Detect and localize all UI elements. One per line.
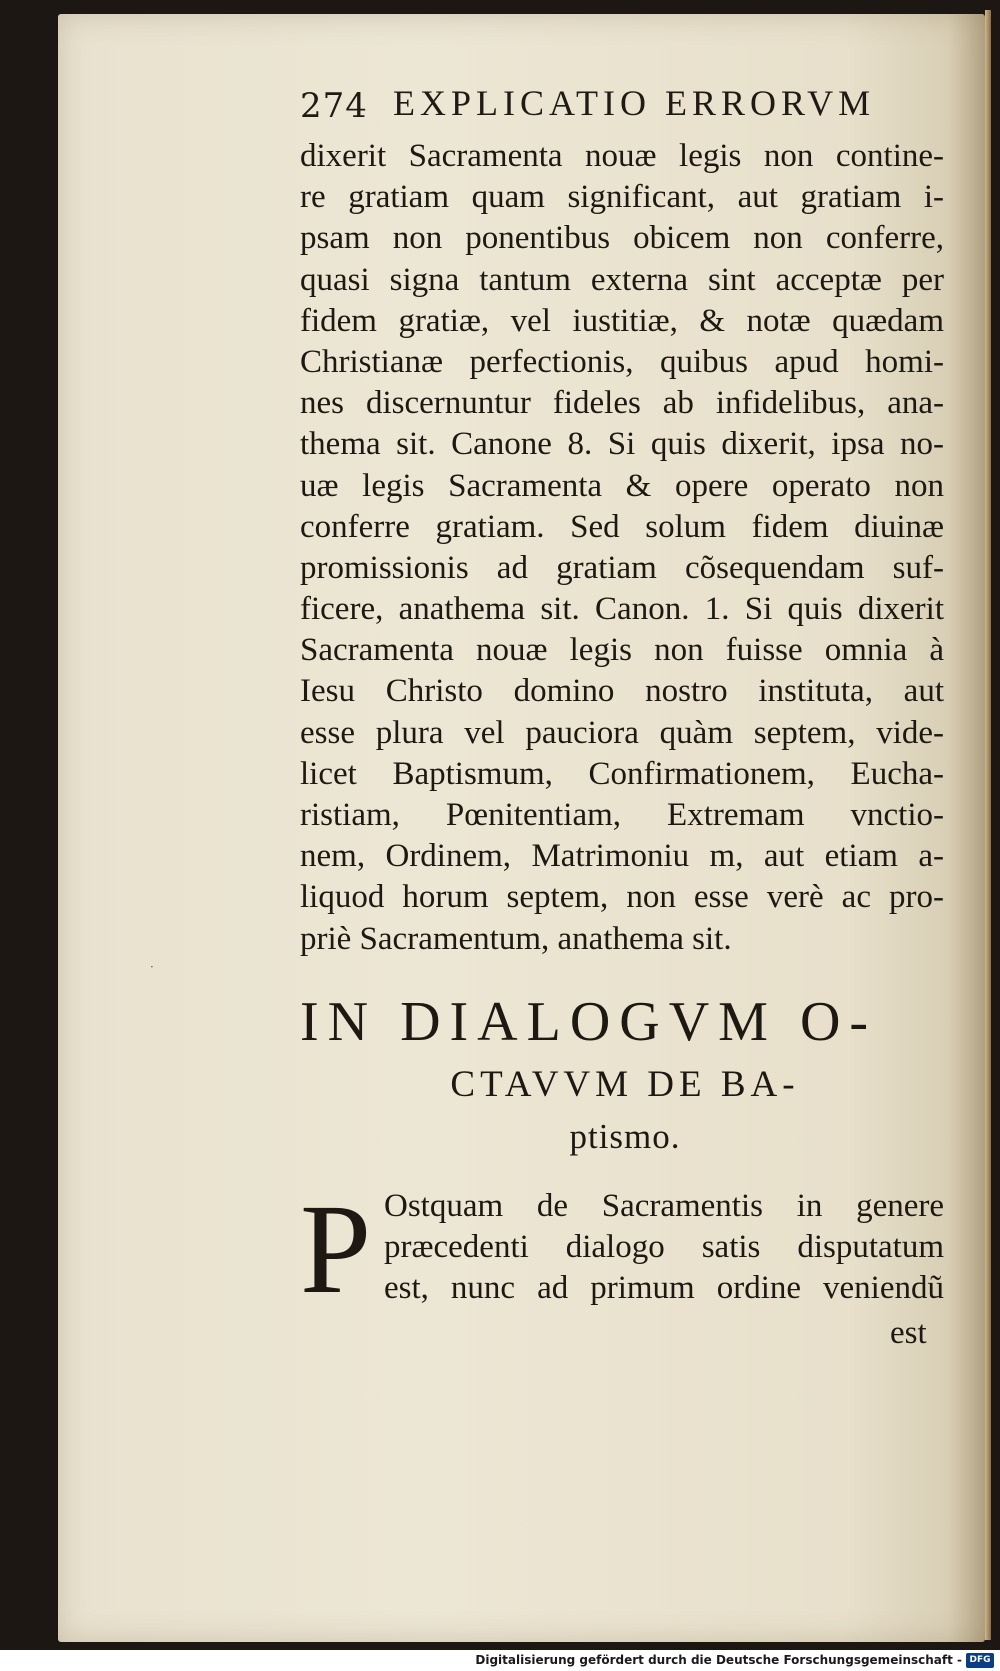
text-line: dixerit Sacramenta nouæ legis non contine- <box>300 138 944 174</box>
text-line: præcedenti dialogo satis disputatum <box>384 1229 944 1266</box>
section-title-line: CTAVVM DE BA- <box>450 1064 800 1105</box>
text-line: licet Baptismum, Confirmationem, Eucha- <box>300 755 944 792</box>
text-line: re gratiam quam significant, aut gratiam i- <box>300 179 944 216</box>
dfg-logo-text: DFG <box>969 1655 991 1665</box>
paper-speck: · <box>150 960 154 974</box>
text-line: esse plura vel pauciora quàm septem, vide- <box>300 714 944 751</box>
text-line: est, nunc ad primum ordine veniendũ <box>384 1270 944 1307</box>
text-line: priè Sacramentum, anathema sit. <box>300 920 732 957</box>
page-edge <box>985 10 991 1640</box>
funding-credit: Digitalisierung gefördert durch die Deutsche Forschungsgemeinschaft - <box>475 1653 962 1667</box>
text-line: thema sit. Canone 8. Si quis dixerit, ipsa no- <box>300 426 944 463</box>
catchword: est <box>890 1315 927 1351</box>
text-line: uæ legis Sacramenta & opere operato non <box>300 467 944 504</box>
text-line: conferre gratiam. Sed solum fidem diuinæ <box>300 508 944 545</box>
text-line: quasi signa tantum externa sint acceptæ per <box>300 261 944 298</box>
section-title-line: IN DIALOGVM O- <box>300 991 878 1053</box>
text-line: Ostquam de Sacramentis in genere <box>384 1188 944 1224</box>
text-line: psam non ponentibus obicem non conferre, <box>300 220 944 257</box>
opening-paragraph <box>300 1178 950 1346</box>
running-title: EXPLICATIO ERRORVM <box>393 83 876 123</box>
page-number: 274 <box>300 86 368 126</box>
text-line: nem, Ordinem, Matrimoniu m, aut etiam a- <box>300 838 944 875</box>
paragraph-lines <box>384 1186 944 1310</box>
section-title <box>300 990 950 1162</box>
page-header <box>300 82 940 126</box>
text-line: ficere, anathema sit. Canon. 1. Si quis dixerit <box>300 591 944 628</box>
section-title-line: ptismo. <box>569 1117 681 1156</box>
text-line: promissionis ad gratiam cõsequendam suf- <box>300 549 944 586</box>
digitization-footer <box>0 1650 1000 1671</box>
text-line: Sacramenta nouæ legis non fuisse omnia à <box>300 632 944 669</box>
drop-cap: P <box>300 1178 372 1320</box>
text-line: nes discernuntur fideles ab infidelibus, ana- <box>300 385 944 422</box>
text-line: fidem gratiæ, vel iustitiæ, & notæ quædam <box>300 302 944 339</box>
text-line: ristiam, Pœnitentiam, Extremam vnctio- <box>300 797 944 833</box>
text-line: Christianæ perfectionis, quibus apud homi- <box>300 343 944 380</box>
body-text <box>300 136 950 960</box>
dfg-logo-icon <box>966 1653 994 1668</box>
text-line: Iesu Christo domino nostro instituta, aut <box>300 673 944 710</box>
text-line: liquod horum septem, non esse verè ac pro- <box>300 879 944 916</box>
